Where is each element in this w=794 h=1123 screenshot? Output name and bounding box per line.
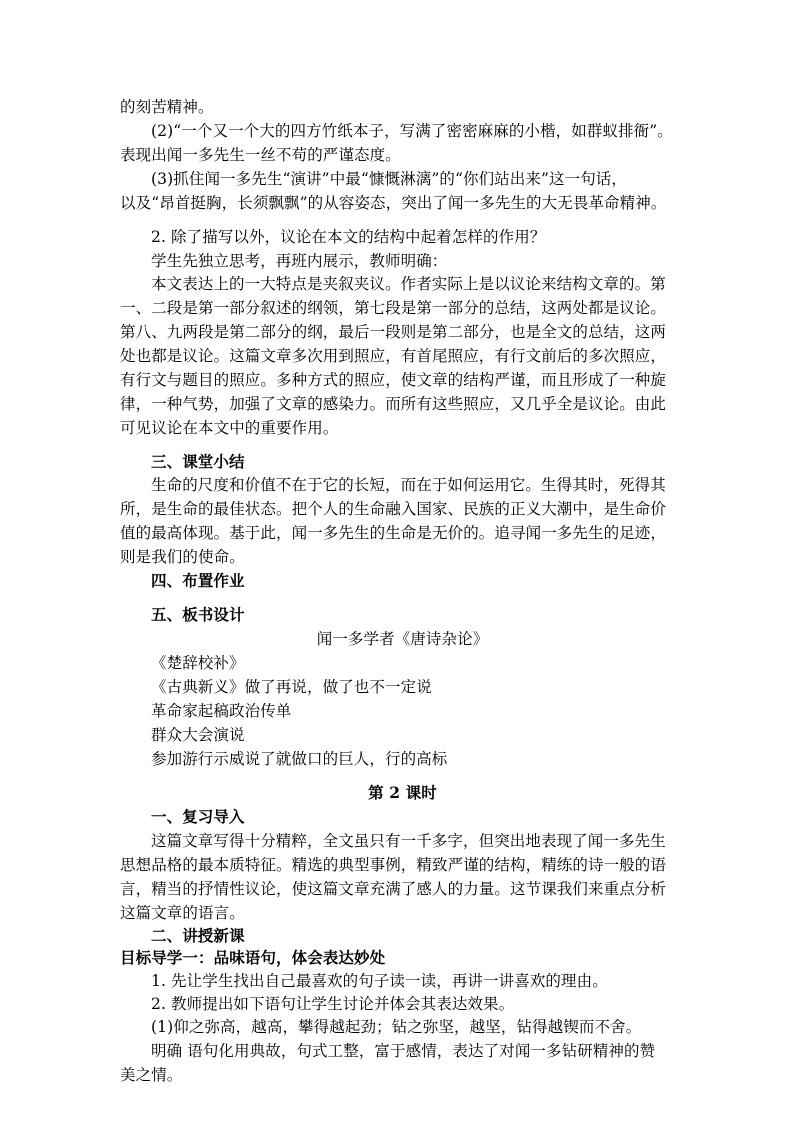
text-line: 美之情。: [120, 1066, 183, 1084]
board-line: 革命家起稿政治传单: [151, 702, 292, 720]
text-line: 2. 教师提出如下语句让学生讨论并体会其表达效果。: [151, 995, 515, 1013]
section-heading: 三、课堂小结: [151, 452, 245, 471]
text-line: 则是我们的使命。: [120, 548, 245, 566]
text-line: 1. 先让学生找出自己最喜欢的句子读一读，再讲一讲喜欢的理由。: [151, 972, 608, 990]
text-line: 处也都是议论。这篇文章多次用到照应，有首尾照应，有行文前后的多次照应，: [120, 347, 667, 365]
text-line: 这篇文章写得十分精粹，全文虽只有一千多字，但突出地表现了闻一多先生: [151, 832, 666, 850]
section-heading: 五、板书设计: [151, 605, 245, 624]
text-line: 值的最高体现。基于此，闻一多先生的生命是无价的。追寻闻一多先生的足迹，: [120, 524, 667, 542]
text-line: 这篇文章的语言。: [120, 904, 245, 922]
text-line: 思想品格的最本质特征。精选的典型事例，精致严谨的结构，精练的诗一般的语: [120, 856, 667, 874]
board-line: 群众大会演说: [151, 726, 245, 744]
board-line: 参加游行示威说了就做口的巨人，行的高标: [151, 750, 448, 768]
section-heading: 一、复习导入: [151, 807, 245, 826]
text-line: 律，一种气势，加强了文章的感染力。而所有这些照应，又几乎全是议论。由此: [120, 395, 667, 413]
text-line: 本文表达上的一大特点是夹叙夹议。作者实际上是以议论来结构文章的。第: [151, 275, 666, 293]
text-line: 明确 语句化用典故，句式工整，富于感情，表达了对闻一多钻研精神的赞: [151, 1042, 656, 1060]
section-heading: 四、布置作业: [151, 571, 245, 590]
board-line: 《楚辞校补》: [151, 654, 245, 672]
text-line: (2)“一个又一个大的四方竹纸本子，写满了密密麻麻的小楷，如群蚁排衙”。: [151, 122, 673, 140]
text-line: 有行文与题目的照应。多种方式的照应，使文章的结构严谨，而且形成了一种旋: [120, 371, 667, 389]
text-line: 所，是生命的最佳状态。把个人的生命融入国家、民族的正义大潮中，是生命价: [120, 500, 667, 518]
question-heading: 2. 除了描写以外，议论在本文的结构中起着怎样的作用？: [151, 228, 546, 246]
goal-heading: 目标导学一：品味语句，体会表达妙处: [120, 948, 386, 967]
text-line: 言，精当的抒情性议论，使这篇文章充满了感人的力量。这节课我们来重点分析: [120, 880, 667, 898]
text-line: 第八、九两段是第二部分的纲，最后一段则是第二部分，也是全文的总结，这两: [120, 323, 667, 341]
text-line: 一、二段是第一部分叙述的纲领，第七段是第一部分的总结，这两处都是议论。: [120, 299, 667, 317]
lesson-title: 第 2 课时: [368, 783, 437, 802]
text-line: (3)抓住闻一多先生“演讲”中最“慷慨淋漓”的“你们站出来”这一句话，: [151, 170, 628, 188]
text-line: 的刻苦精神。: [120, 98, 214, 116]
text-line: 可见议论在本文中的重要作用。: [120, 419, 339, 437]
text-line: 表现出闻一多先生一丝不苟的严谨态度。: [120, 146, 401, 164]
board-line: 《古典新义》做了再说，做了也不一定说: [151, 678, 432, 696]
board-title: 闻一多学者《唐诗杂论》: [316, 630, 489, 648]
section-heading: 二、讲授新课: [151, 926, 245, 945]
text-line: 学生先独立思考，再班内展示，教师明确：: [151, 252, 448, 270]
text-line: 以及“昂首挺胸，长须飘飘”的从容姿态，突出了闻一多先生的大无畏革命精神。: [120, 194, 667, 212]
text-line: 生命的尺度和价值不在于它的长短，而在于如何运用它。生得其时，死得其: [151, 476, 666, 494]
text-line: (1)仰之弥高，越高，攀得越起劲；钻之弥坚，越坚，钻得越锲而不舍。: [151, 1018, 642, 1036]
